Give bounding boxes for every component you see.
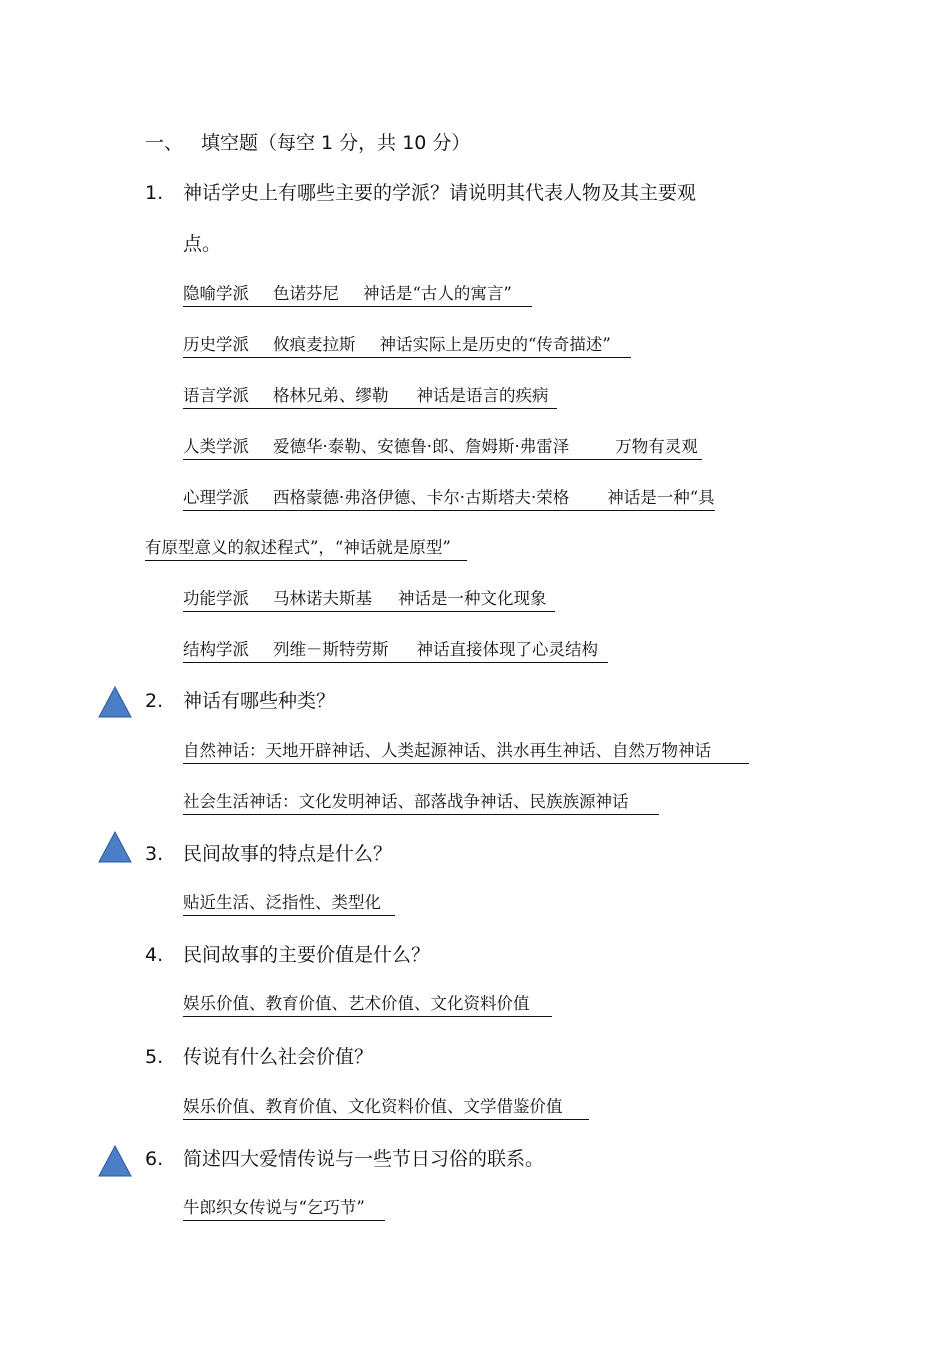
triangle-marker-icon <box>98 831 132 863</box>
question-number-6: 6. <box>145 1148 164 1170</box>
answer-school-function <box>183 588 555 612</box>
school-name: 结构学派 <box>183 640 249 659</box>
answer-q2-nature <box>183 740 749 764</box>
question-text-6: 简述四大爱情传说与一些节日习俗的联系。 <box>183 1148 545 1170</box>
school-view: 神话直接体现了心灵结构 <box>416 640 598 659</box>
school-view: 万物有灵观 <box>615 437 698 456</box>
school-name: 功能学派 <box>183 589 249 608</box>
question-text-3: 民间故事的特点是什么？ <box>183 843 393 865</box>
answer-text: 娱乐价值、教育价值、文化资料价值、文学借鉴价值 <box>183 1097 563 1116</box>
answer-q4 <box>183 993 552 1017</box>
answer-text: 社会生活神话：文化发明神话、部落战争神话、民族族源神话 <box>183 792 629 811</box>
question-number-3: 3. <box>145 843 164 865</box>
question-number-4: 4. <box>145 944 164 966</box>
triangle-marker-icon <box>98 1145 132 1177</box>
answer-text: 牛郎织女传说与“乞巧节” <box>183 1198 365 1217</box>
answer-q2-social <box>183 791 659 815</box>
school-representative: 格林兄弟、缪勒 <box>273 386 389 405</box>
school-view: 神话是一种文化现象 <box>398 589 547 608</box>
answer-text: 贴近生活、泛指性、类型化 <box>183 893 381 912</box>
question-text-1-cont: 点。 <box>183 233 222 255</box>
school-representative: 色诺芬尼 <box>273 284 339 303</box>
school-representative: 列维－斯特劳斯 <box>273 640 389 659</box>
answer-school-anthropology <box>183 436 702 460</box>
answer-school-psychology <box>183 487 715 511</box>
school-view: 神话是一种“具 <box>607 488 715 507</box>
answer-text: 自然神话：天地开辟神话、人类起源神话、洪水再生神话、自然万物神话 <box>183 741 711 760</box>
school-representative: 马林诺夫斯基 <box>273 589 372 608</box>
answer-q6 <box>183 1197 385 1221</box>
school-name: 历史学派 <box>183 335 249 354</box>
answer-q5 <box>183 1096 589 1120</box>
school-view: 神话是语言的疾病 <box>416 386 549 405</box>
school-name: 人类学派 <box>183 437 249 456</box>
triangle-marker-icon <box>98 686 132 718</box>
question-text-4: 民间故事的主要价值是什么？ <box>183 944 431 966</box>
answer-school-structure <box>183 639 608 663</box>
answer-text: 娱乐价值、教育价值、艺术价值、文化资料价值 <box>183 994 530 1013</box>
question-text-5: 传说有什么社会价值？ <box>183 1046 374 1068</box>
answer-school-allegory <box>183 283 532 307</box>
school-name: 心理学派 <box>183 488 249 507</box>
school-view: 神话实际上是历史的“传奇描述” <box>379 335 611 354</box>
answer-q3 <box>183 892 395 916</box>
question-text-1: 神话学史上有哪些主要的学派？请说明其代表人物及其主要观 <box>183 182 697 204</box>
answer-school-history <box>183 334 631 358</box>
question-number-1: 1. <box>145 182 164 204</box>
school-representative: 攸痕麦拉斯 <box>273 335 356 354</box>
section-marker: 一、 <box>145 132 184 154</box>
school-view: 神话是“古人的寓言” <box>363 284 512 303</box>
question-text-2: 神话有哪些种类？ <box>183 690 336 712</box>
answer-school-language <box>183 385 557 409</box>
school-view-cont: 有原型意义的叙述程式”，“神话就是原型” <box>145 538 451 557</box>
school-representative: 爱德华·泰勒、安德鲁·郎、詹姆斯·弗雷泽 <box>273 437 570 456</box>
answer-school-psychology-cont <box>145 537 467 561</box>
question-number-2: 2. <box>145 690 164 712</box>
school-name: 语言学派 <box>183 386 249 405</box>
section-title: 填空题（每空 1 分，共 10 分） <box>201 132 471 154</box>
school-representative: 西格蒙德·弗洛伊德、卡尔·古斯塔夫·荣格 <box>273 488 570 507</box>
question-number-5: 5. <box>145 1046 164 1068</box>
school-name: 隐喻学派 <box>183 284 249 303</box>
